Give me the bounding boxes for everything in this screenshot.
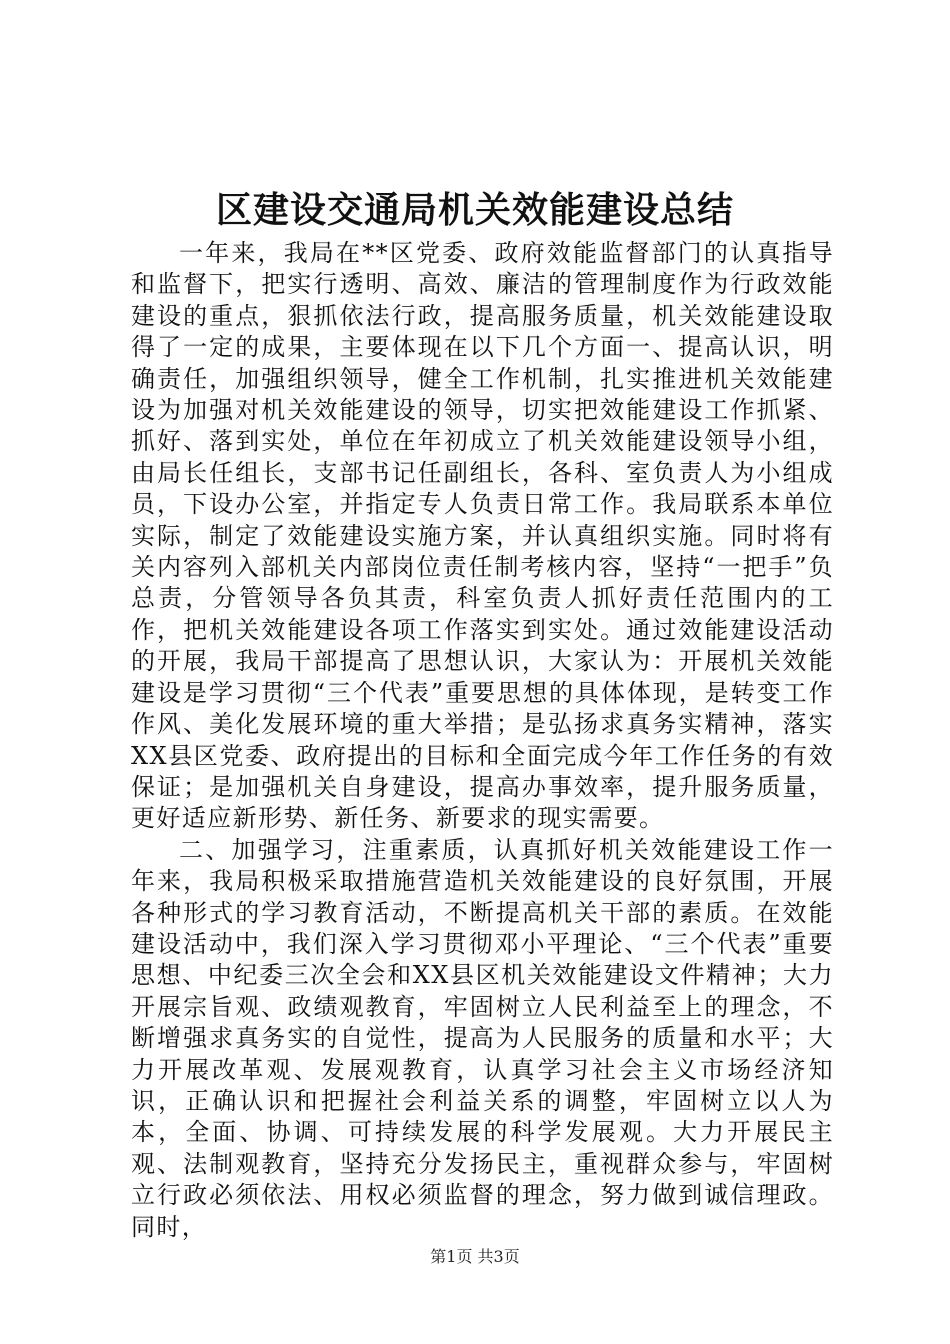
document-body: [131, 238, 834, 1243]
paragraph-2: 二、加强学习，注重素质，认真抓好机关效能建设工作一年来，我局积极采取措施营造机关效能建设的良好氛围，开展各种形式的学习教育活动，不断提高机关干部的素质。在效能建设活动中，我们深入学习贯彻邓小平理论、“三个代表”重要思想、中纪委三次全会和XX县区机关效能建设文件精神；大力开展宗旨观、政绩观教育，牢固树立人民利益至上的理念，不断增强求真务实的自觉性，提高为人民服务的质量和水平；大力开展改革观、发展观教育，认真学习社会主义市场经济知识，正确认识和把握社会利益关系的调整，牢固树立以人为本，全面、协调、可持续发展的科学发展观。大力开展民主观、法制观教育，坚持充分发扬民主，重视群众参与，牢固树立行政必须依法、用权必须监督的理念，努力做到诚信理政。同时，: [131, 835, 834, 1241]
document-title: 区建设交通局机关效能建设总结: [215, 189, 734, 231]
paragraph-1: 一年来，我局在**区党委、政府效能监督部门的认真指导和监督下，把实行透明、高效、廉洁的管理制度作为行政效能建设的重点，狠抓依法行政，提高服务质量，机关效能建设取得了一定的成果，主要体现在以下几个方面一、提高认识，明确责任，加强组织领导，健全工作机制，扎实推进机关效能建设为加强对机关效能建设的领导，切实把效能建设工作抓紧、抓好、落到实处，单位在年初成立了机关效能建设领导小组，由局长任组长，支部书记任副组长，各科、室负责人为小组成员，下设办公室，并指定专人负责日常工作。我局联系本单位实际，制定了效能建设实施方案，并认真组织实施。同时将有关内容列入部机关内部岗位责任制考核内容，坚持“一把手”负总责，分管领导各负其责，科室负责人抓好责任范围内的工作，把机关效能建设各项工作落实到实处。通过效能建设活动的开展，我局干部提高了思想认识，大家认为：开展机关效能建设是学习贯彻“三个代表”重要思想的具体体现，是转变工作作风、美化发展环境的重大举措；是弘扬求真务实精神，落实XX县区党委、政府提出的目标和全面完成今年工作任务的有效保证；是加强机关自身建设，提高办事效率，提升服务质量，更好适应新形势、新任务、新要求的现实需要。: [131, 239, 834, 833]
page-footer: 第1页 共3页: [430, 1247, 520, 1266]
